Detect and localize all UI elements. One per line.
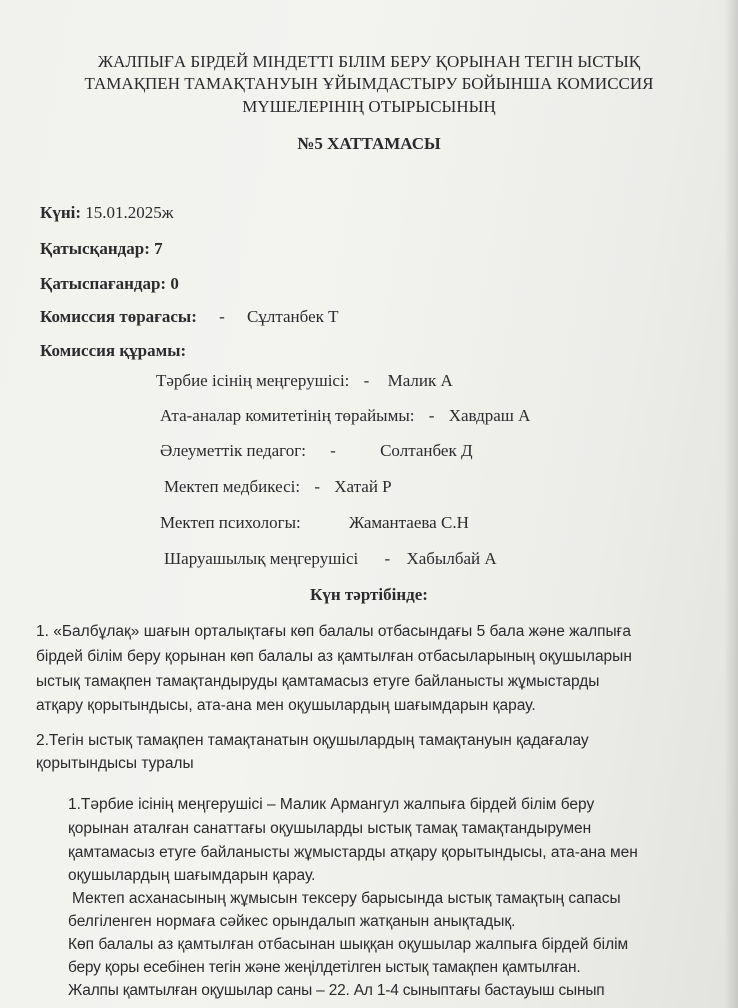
date-line [40, 203, 174, 223]
chair-dash: - [219, 307, 225, 326]
member-dash: - [314, 477, 320, 496]
agenda-item-2-line: қорытындысы туралы [36, 755, 194, 772]
protocol-number: №5 ХАТТАМАСЫ [297, 134, 441, 153]
member-name: Солтанбек Д [380, 441, 473, 460]
body-para-3-line: Жалпы қамтылған оқушылар саны – 22. Ал 1-4 сыныптағы бастауыш сынып [68, 982, 605, 999]
body-para-2-line: Мектеп асханасының жұмысын тексеру барысында ыстық тамақтың сапасы [72, 890, 621, 907]
members-label: Комиссия құрамы: [40, 341, 187, 360]
title-line-3: МҮШЕЛЕРІНІҢ ОТЫРЫСЫНЫҢ [242, 97, 496, 116]
agenda-heading: Күн тәртібінде: [310, 585, 428, 604]
title-line-1: ЖАЛПЫҒА БІРДЕЙ МІНДЕТТІ БІЛІМ БЕРУ ҚОРЫНАН ТЕГІН ЫСТЫҚ [97, 52, 641, 71]
member-row [160, 441, 473, 461]
member-dash: - [363, 371, 370, 390]
agenda-item-1-line: бірдей білім беру қорынан көп балалы аз қамтылған отбасыларының оқушыларын [36, 648, 632, 665]
date-value: 15.01.2025ж [85, 203, 174, 222]
member-name: Хавдраш А [448, 406, 531, 425]
member-role: Әлеуметтік педагог: [160, 441, 306, 460]
member-name: Малик А [387, 371, 453, 390]
body-para-1-line: оқушылардың шағымдарын қарау. [68, 867, 316, 884]
member-dash: - [428, 406, 435, 425]
member-name: Хабылбай А [406, 549, 497, 568]
body-para-1-line: 1.Тәрбие ісінің меңгерушісі – Малик Армангул жалпыға бірдей білім беру [68, 796, 595, 813]
present-count: Қатысқандар: 7 [40, 239, 163, 258]
chair-line [40, 307, 339, 327]
absent-count: Қатыспағандар: 0 [40, 274, 179, 293]
member-row [156, 371, 453, 391]
chair-name: Сұлтанбек Т [247, 307, 339, 326]
body-para-3-line: беру қоры есебінен тегін және жеңілдетілген ыстық тамақпен қамтылған. [68, 959, 581, 976]
page-shadow-edge [724, 0, 738, 1008]
member-row [164, 549, 497, 569]
member-role: Ата-аналар комитетінің төрайымы: [160, 406, 415, 425]
body-para-2-line: белгіленген нормаға сәйкес орындалып жатқанын анықтадық. [68, 913, 516, 930]
member-row [160, 406, 530, 426]
agenda-item-1-line: ыстық тамақпен тамақтандыруды қамтамасыз етуге байланысты жұмыстарды [36, 673, 600, 690]
agenda-item-2-line: 2.Тегін ыстық тамақпен тамақтанатын оқушылардың тамақтануын қадағалау [36, 732, 589, 749]
body-para-1-line: қамтамасыз етуге байланысты жұмыстарды атқару қорытындысы, ата-ана мен [68, 844, 638, 861]
body-para-3-line: Көп балалы аз қамтылған отбасынан шыққан оқушылар жалпыға бірдей білім [68, 936, 629, 953]
body-para-1-line: қорынан аталған санаттағы оқушыларды ыстық тамақ тамақтандырумен [68, 820, 592, 837]
member-dash: - [330, 441, 336, 460]
member-dash: - [384, 549, 391, 568]
member-role: Шаруашылық меңгерушісі [164, 549, 359, 568]
member-role: Мектеп медбикесі: [164, 477, 301, 496]
title-line-2: ТАМАҚПЕН ТАМАҚТАНУЫН ҰЙЫМДАСТЫРУ БОЙЫНША КОМИССИЯ [84, 74, 654, 93]
member-row [164, 477, 392, 497]
member-role: Мектеп психологы: [160, 513, 301, 532]
agenda-item-1-line: атқару қорытындысы, ата-ана мен оқушылардың шағымдарын қарау. [36, 697, 536, 714]
member-role: Тәрбие ісінің меңгерушісі: [156, 371, 350, 390]
member-name: Жамантаева С.Н [349, 513, 469, 532]
member-name: Хатай Р [334, 477, 392, 496]
agenda-item-1-line: 1. «Балбұлақ» шағын орталықтағы көп балалы отбасындағы 5 бала және жалпыға [36, 623, 631, 640]
chair-label: Комиссия төрағасы: [40, 307, 197, 326]
date-label: Күні: [40, 203, 82, 222]
member-row [160, 513, 469, 533]
